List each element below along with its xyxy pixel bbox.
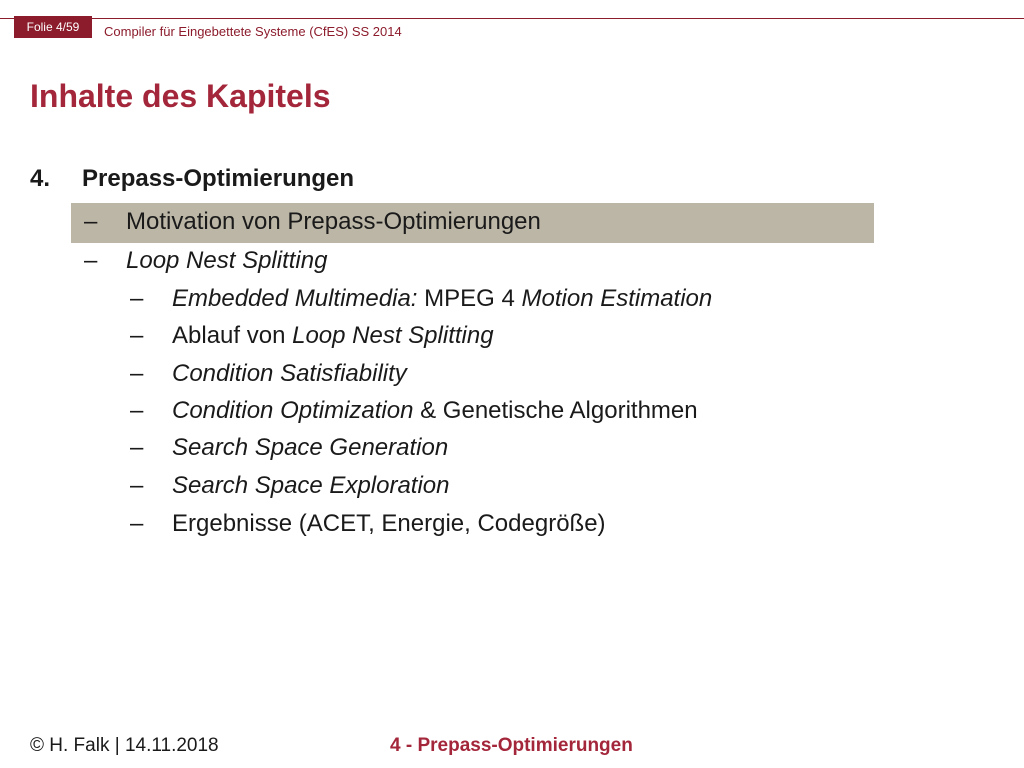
bullet-dash: – bbox=[130, 360, 144, 387]
bullet-dash: – bbox=[130, 510, 144, 537]
text-segment: Search Space Exploration bbox=[172, 472, 450, 499]
slide-title: Inhalte des Kapitels bbox=[30, 78, 331, 114]
text-segment: Embedded Multimedia: bbox=[172, 285, 418, 312]
bullet-dash: – bbox=[130, 434, 144, 461]
outline-item-text bbox=[172, 284, 712, 314]
text-segment: Motivation von Prepass-Optimierungen bbox=[126, 208, 541, 235]
text-segment: Search Space Generation bbox=[172, 434, 449, 461]
header-rule bbox=[0, 18, 1024, 19]
bullet-dash: – bbox=[130, 322, 144, 349]
outline-item-text bbox=[172, 509, 606, 539]
footer-author-date: © H. Falk | 14.11.2018 bbox=[30, 735, 219, 756]
outline-item-text bbox=[172, 396, 698, 426]
bullet-dash: – bbox=[130, 397, 144, 424]
outline-item-text bbox=[172, 359, 407, 389]
outline-item-text bbox=[172, 321, 494, 351]
text-segment: Condition Satisfiability bbox=[172, 360, 407, 387]
slide-counter-badge: Folie 4/59 bbox=[14, 16, 92, 38]
outline-item-text bbox=[126, 246, 327, 276]
text-segment: MPEG 4 bbox=[417, 285, 522, 312]
text-segment: Motion Estimation bbox=[521, 285, 713, 312]
bullet-dash: – bbox=[130, 285, 144, 312]
bullet-dash: – bbox=[84, 208, 98, 235]
chapter-number: 4. bbox=[30, 165, 51, 192]
course-title: Compiler für Eingebettete Systeme (CfES) SS 2014 bbox=[104, 24, 402, 39]
text-segment: Ergebnisse (ACET, Energie, Codegröße) bbox=[172, 510, 606, 537]
text-segment: Loop Nest Splitting bbox=[292, 322, 494, 349]
bullet-dash: – bbox=[130, 472, 144, 499]
text-segment: Ablauf von bbox=[172, 322, 293, 349]
outline-item-text bbox=[126, 207, 541, 237]
bullet-dash: – bbox=[84, 247, 98, 274]
outline-item-text bbox=[172, 433, 448, 463]
text-segment: Loop Nest Splitting bbox=[126, 247, 328, 274]
outline-item-text bbox=[172, 471, 450, 501]
text-segment: Condition Optimization bbox=[172, 397, 414, 424]
text-segment: & Genetische Algorithmen bbox=[413, 397, 698, 424]
footer-chapter: 4 - Prepass-Optimierungen bbox=[390, 735, 633, 756]
chapter-label: Prepass-Optimierungen bbox=[82, 165, 355, 192]
